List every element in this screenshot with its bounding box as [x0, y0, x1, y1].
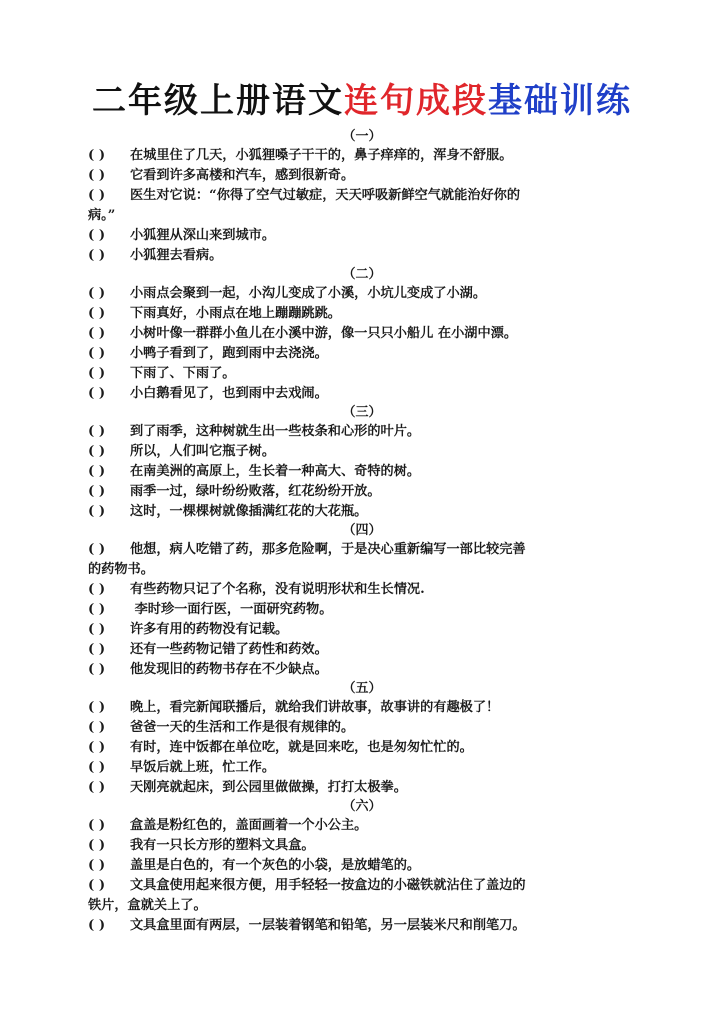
- title-part-grade: 二年级上册语文: [92, 81, 344, 121]
- sentence-text: 许多有用的药物没有记载。: [130, 622, 289, 637]
- answer-blank[interactable]: ( ): [88, 740, 106, 755]
- sentence-text: 文具盒使用起来很方便，用手轻轻一按盒边的小磁铁就沾住了盖边的: [130, 878, 526, 893]
- answer-blank[interactable]: ( ): [88, 424, 106, 439]
- exercise-item: [88, 580, 636, 600]
- sentence-text: 小雨点会聚到一起，小沟儿变成了小溪，小坑儿变成了小湖。: [130, 286, 487, 301]
- exercise-item: [88, 462, 636, 482]
- answer-blank[interactable]: ( ): [88, 720, 106, 735]
- answer-blank[interactable]: ( ): [88, 286, 106, 301]
- answer-blank[interactable]: ( ): [88, 858, 106, 873]
- section-heading: （三）: [342, 405, 382, 420]
- sentence-text: 有些药物只记了个名称，没有说明形状和生长情况.: [130, 582, 425, 597]
- answer-blank[interactable]: ( ): [88, 602, 106, 617]
- sentence-text: 李时珍一面行医，一面研究药物。: [130, 602, 333, 617]
- answer-blank[interactable]: ( ): [88, 188, 106, 203]
- answer-blank[interactable]: ( ): [88, 484, 106, 499]
- answer-blank[interactable]: ( ): [88, 622, 106, 637]
- exercise-item: [88, 876, 636, 916]
- sentence-text: 小树叶像一群群小鱼儿在小溪中游，像一只只小船儿 在小湖中漂。: [130, 326, 518, 341]
- section-heading: （六）: [342, 799, 382, 814]
- answer-blank[interactable]: ( ): [88, 386, 106, 401]
- sentence-text: 下雨了、下雨了。: [130, 366, 236, 381]
- section-heading: （二）: [342, 267, 382, 282]
- exercise-item: [88, 540, 636, 580]
- sentence-continuation: 病。”: [88, 208, 116, 223]
- sentence-text: 到了雨季，这种树就生出一些枝条和心形的叶片。: [130, 424, 421, 439]
- sentence-text: 医生对它说：“你得了空气过敏症，天天呼吸新鲜空气就能治好你的: [130, 188, 521, 203]
- sentence-continuation: 铁片，盒就关上了。: [88, 898, 207, 913]
- answer-blank[interactable]: ( ): [88, 662, 106, 677]
- exercise-item: [88, 502, 636, 522]
- sentence-text: 他想，病人吃错了药，那多危险啊，于是决心重新编写一部比较完善: [130, 542, 526, 557]
- exercise-content: [88, 128, 636, 936]
- sentence-text: 雨季一过，绿叶纷纷败落，红花纷纷开放。: [130, 484, 381, 499]
- exercise-item: [88, 916, 636, 936]
- exercise-item: [88, 364, 636, 384]
- answer-blank[interactable]: ( ): [88, 168, 106, 183]
- sentence-continuation: 的药物书。: [88, 562, 154, 577]
- answer-blank[interactable]: ( ): [88, 346, 106, 361]
- exercise-item: [88, 816, 636, 836]
- title-part-topic: 连句成段: [344, 81, 488, 121]
- exercise-item: [88, 384, 636, 404]
- sentence-text: 在城里住了几天，小狐狸嗓子干干的，鼻子痒痒的，浑身不舒服。: [130, 148, 513, 163]
- answer-blank[interactable]: ( ): [88, 366, 106, 381]
- answer-blank[interactable]: ( ): [88, 248, 106, 263]
- exercise-item: [88, 482, 636, 502]
- exercise-item: [88, 600, 636, 620]
- answer-blank[interactable]: ( ): [88, 306, 106, 321]
- sentence-text: 小白鹅看见了，也到雨中去戏闹。: [130, 386, 328, 401]
- answer-blank[interactable]: ( ): [88, 878, 106, 893]
- sentence-text: 它看到许多高楼和汽车，感到很新奇。: [130, 168, 355, 183]
- exercise-item: [88, 246, 636, 266]
- sentence-text: 这时，一棵棵树就像插满红花的大花瓶。: [130, 504, 368, 519]
- exercise-item: [88, 738, 636, 758]
- exercise-item: [88, 422, 636, 442]
- sentence-text: 天刚亮就起床，到公园里做做操，打打太极拳。: [130, 780, 407, 795]
- answer-blank[interactable]: ( ): [88, 582, 106, 597]
- sentence-text: 小鸭子看到了，跑到雨中去浇浇。: [130, 346, 328, 361]
- answer-blank[interactable]: ( ): [88, 700, 106, 715]
- sentence-text: 早饭后就上班，忙工作。: [130, 760, 276, 775]
- exercise-item: [88, 778, 636, 798]
- sentence-text: 小狐狸从深山来到城市。: [130, 228, 276, 243]
- sentence-text: 盖里是白色的，有一个灰色的小袋，是放蜡笔的。: [130, 858, 421, 873]
- answer-blank[interactable]: ( ): [88, 464, 106, 479]
- sentence-text: 有时，连中饭都在单位吃，就是回来吃，也是匆匆忙忙的。: [130, 740, 473, 755]
- answer-blank[interactable]: ( ): [88, 148, 106, 163]
- exercise-item: [88, 284, 636, 304]
- exercise-item: [88, 698, 636, 718]
- exercise-item: [88, 324, 636, 344]
- sentence-text: 我有一只长方形的塑料文具盒。: [130, 838, 315, 853]
- exercise-item: [88, 166, 636, 186]
- sentence-text: 他发现旧的药物书存在不少缺点。: [130, 662, 328, 677]
- exercise-item: [88, 344, 636, 364]
- answer-blank[interactable]: ( ): [88, 642, 106, 657]
- title-part-training: 基础训练: [488, 81, 632, 121]
- sentence-text: 下雨真好，小雨点在地上蹦蹦跳跳。: [130, 306, 341, 321]
- sentence-text: 小狐狸去看病。: [130, 248, 223, 263]
- sentence-text: 晚上，看完新闻联播后，就给我们讲故事，故事讲的有趣极了！: [130, 700, 500, 715]
- exercise-item: [88, 640, 636, 660]
- sentence-text: 文具盒里面有两层，一层装着钢笔和铅笔，另一层装米尺和削笔刀。: [130, 918, 526, 933]
- section-heading: （五）: [342, 681, 382, 696]
- exercise-item: [88, 620, 636, 640]
- exercise-item: [88, 856, 636, 876]
- exercise-item: [88, 186, 636, 226]
- page-title: [0, 80, 724, 122]
- answer-blank[interactable]: ( ): [88, 228, 106, 243]
- sentence-text: 所以，人们叫它瓶子树。: [130, 444, 276, 459]
- answer-blank[interactable]: ( ): [88, 818, 106, 833]
- answer-blank[interactable]: ( ): [88, 838, 106, 853]
- answer-blank[interactable]: ( ): [88, 504, 106, 519]
- answer-blank[interactable]: ( ): [88, 780, 106, 795]
- exercise-item: [88, 718, 636, 738]
- answer-blank[interactable]: ( ): [88, 760, 106, 775]
- sentence-text: 还有一些药物记错了药性和药效。: [130, 642, 328, 657]
- answer-blank[interactable]: ( ): [88, 542, 106, 557]
- answer-blank[interactable]: ( ): [88, 918, 106, 933]
- exercise-item: [88, 758, 636, 778]
- exercise-item: [88, 226, 636, 246]
- exercise-item: [88, 146, 636, 166]
- answer-blank[interactable]: ( ): [88, 444, 106, 459]
- sentence-text: 爸爸一天的生活和工作是很有规律的。: [130, 720, 355, 735]
- answer-blank[interactable]: ( ): [88, 326, 106, 341]
- section-heading: （一）: [342, 129, 382, 144]
- section-heading: （四）: [342, 523, 382, 538]
- sentence-text: 在南美洲的高原上，生长着一种高大、奇特的树。: [130, 464, 421, 479]
- sentence-text: 盒盖是粉红色的，盖面画着一个小公主。: [130, 818, 368, 833]
- exercise-item: [88, 442, 636, 462]
- exercise-item: [88, 836, 636, 856]
- exercise-item: [88, 304, 636, 324]
- exercise-item: [88, 660, 636, 680]
